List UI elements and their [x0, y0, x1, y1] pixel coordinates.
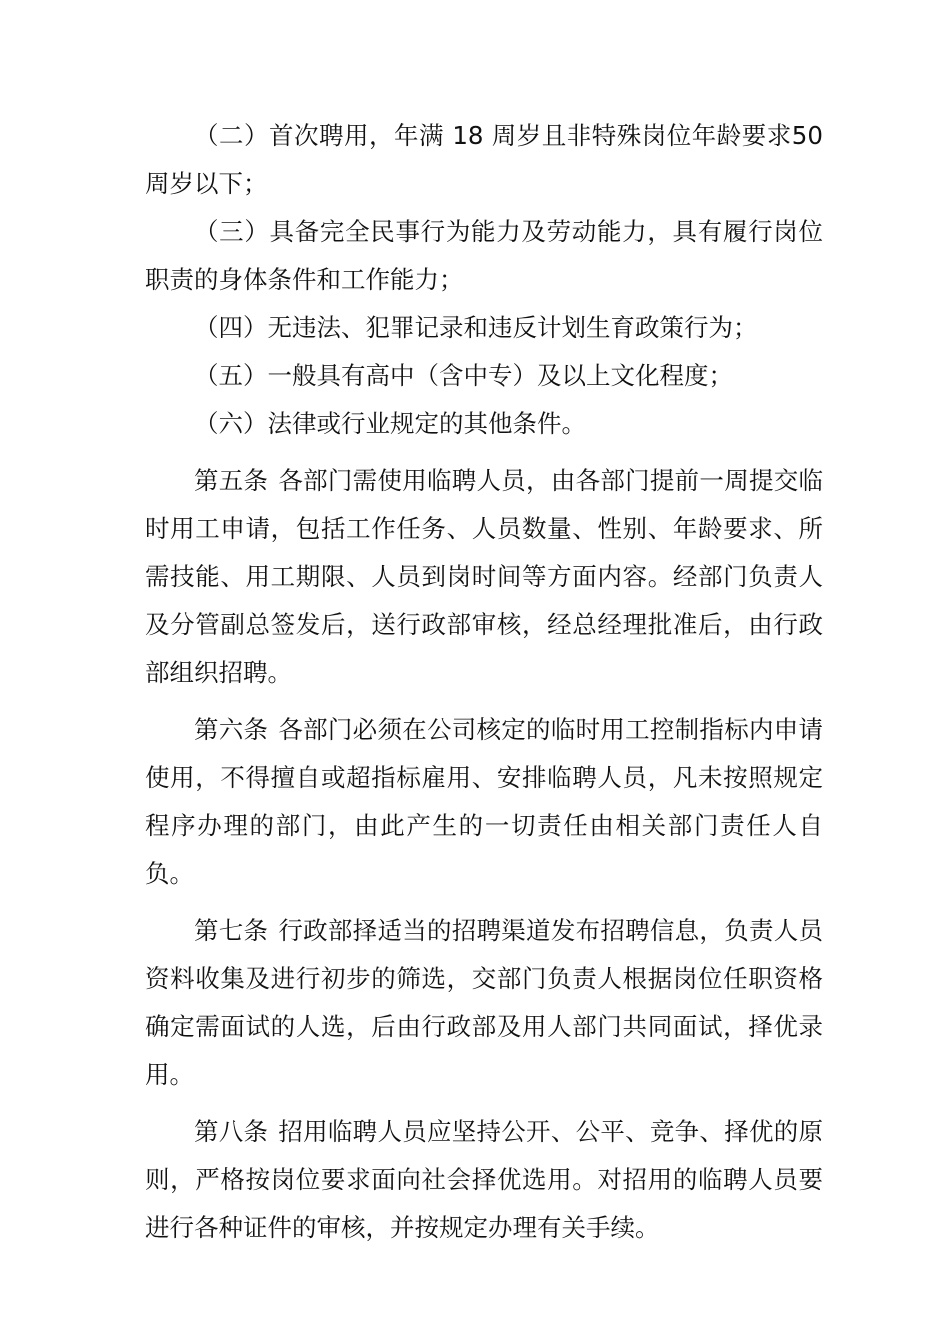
article-text: 行政部择适当的招聘渠道发布招聘信息，负责人员资料收集及进行初步的筛选，交部门负责人根据岗位任职资格确定需面试的人选，后由行政部及用人部门共同面试，择优录用。 [145, 916, 824, 1089]
article-6 [145, 706, 823, 898]
article-number: 第七条 [194, 916, 269, 945]
article-text: 各部门需使用临聘人员，由各部门提前一周提交临时用工申请，包括工作任务、人员数量、性别、年龄要求、所需技能、用工期限、人员到岗时间等方面内容。经部门负责人及分管副总签发后，送行政部审核，经总经理批准后，由行政部组织招聘。 [145, 466, 824, 687]
list-item-4: （四）无违法、犯罪记录和违反计划生育政策行为； [194, 313, 758, 342]
article-8 [145, 1108, 823, 1252]
article-text: 招用临聘人员应坚持公开、公平、竞争、择优的原则，严格按岗位要求面向社会择优选用。对招用的临聘人员要进行各种证件的审核，并按规定办理有关手续。 [145, 1117, 824, 1242]
list-item-3: （三）具备完全民事行为能力及劳动能力，具有履行岗位职责的身体条件和工作能力； [145, 217, 823, 294]
list-item-6: （六）法律或行业规定的其他条件。 [194, 409, 586, 438]
article-number: 第五条 [194, 466, 269, 495]
article-text: 各部门必须在公司核定的临时用工控制指标内申请使用，不得擅自或超指标雇用、安排临聘人员，凡未按照规定程序办理的部门，由此产生的一切责任由相关部门责任人自负。 [145, 715, 824, 888]
list-item-2: （二）首次聘用，年满 18 周岁且非特殊岗位年龄要求50 周岁以下； [145, 121, 823, 198]
document-body [145, 112, 823, 1252]
article-5 [145, 457, 823, 697]
article-number: 第八条 [194, 1117, 269, 1146]
list-item-5: （五）一般具有高中（含中专）及以上文化程度； [194, 361, 733, 390]
article-7 [145, 907, 823, 1099]
article-number: 第六条 [194, 715, 269, 744]
